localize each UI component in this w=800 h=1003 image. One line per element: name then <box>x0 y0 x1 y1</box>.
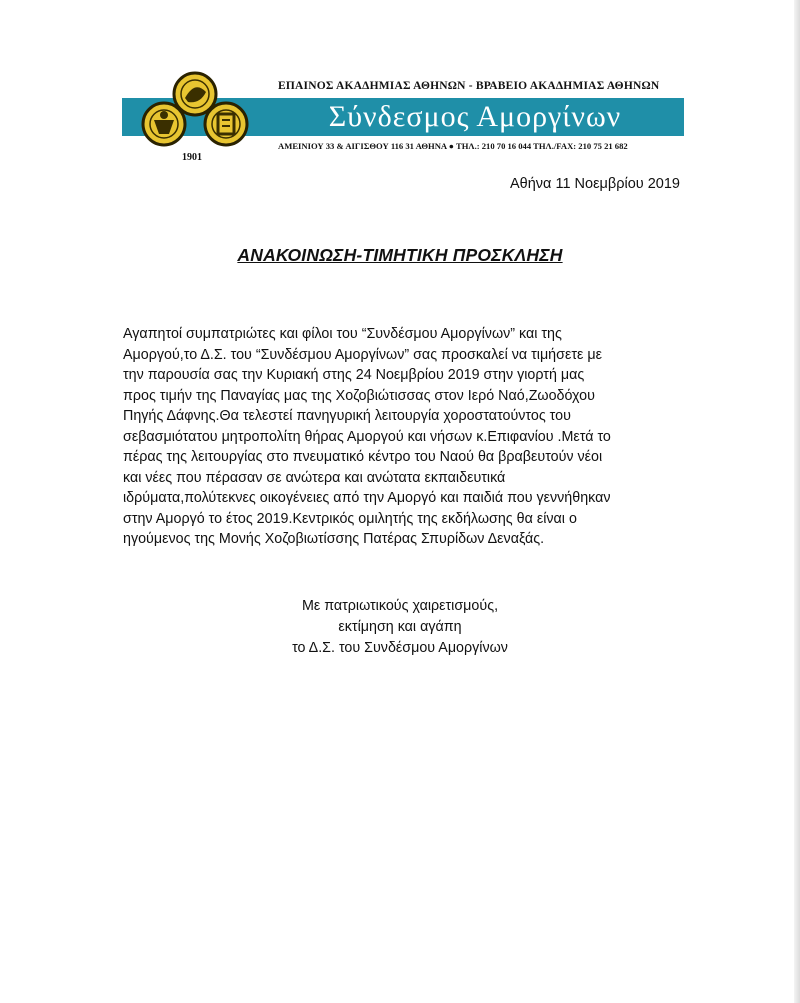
body-line: Αγαπητοί συμπατριώτες και φίλοι του “Συνδέσμου Αμοργίνων” και της <box>123 326 562 342</box>
body-line: πέρας της λειτουργίας στο πνευματικό κέντρο του Ναού θα βραβευτούν νέοι <box>123 449 603 465</box>
body-line: στην Αμοργό το έτος 2019.Κεντρικός ομιλητής της εκδήλωσης θα είναι ο <box>123 510 577 527</box>
closing-regards: εκτίμηση και αγάπη <box>338 619 462 635</box>
address-line: ΑΜΕΙΝΙΟΥ 33 & ΑΙΓΙΣΘΟΥ 116 31 ΑΘΗΝΑ ● ΤΗΛ.: 210 70 16 044 ΤΗΛ./FAX: 210 75 21 682 <box>278 141 628 151</box>
body-line: σεβασμιότατου μητροπολίτη θήρας Αμοργού και νήσων κ.Επιφανίου .Μετά το <box>123 428 611 445</box>
body-line: ηγούμενος της Μονής Χοζοβιωτίσσης Πατέρας Σπυρίδων Δεναξάς. <box>123 531 545 547</box>
founding-year: 1901 <box>182 152 202 163</box>
document-date: Αθήνα 11 Νοεμβρίου 2019 <box>510 176 680 192</box>
body-line: Αμοργού,το Δ.Σ. του “Συνδέσμου Αμοργίνων” σας προσκαλεί να τιμήσετε με <box>123 346 602 363</box>
announcement-heading: ΑΝΑΚΟΙΝΩΣΗ-ΤΙΜΗΤΙΚΗ ΠΡΟΣΚΛΗΣΗ <box>237 245 563 265</box>
coin-right <box>205 103 247 145</box>
body-line: Πηγής Δάφνης.Θα τελεστεί πανηγυρική λειτουργία χοροστατούντος του <box>123 408 571 424</box>
coins-logo <box>140 70 250 155</box>
announcement-body <box>123 324 683 550</box>
closing-signatory: το Δ.Σ. του Συνδέσμου Αμοργίνων <box>292 640 508 656</box>
body-line: την παρουσία σας την Κυριακή στης 24 Νοεμβρίου 2019 στην γιορτή μας <box>123 367 585 383</box>
association-title: Σύνδεσμος Αμοργίνων <box>328 100 622 133</box>
award-line: ΕΠΑΙΝΟΣ ΑΚΑΔΗΜΙΑΣ ΑΘΗΝΩΝ - ΒΡΑΒΕΙΟ ΑΚΑΔΗΜΙΑΣ ΑΘΗΝΩΝ <box>278 80 660 92</box>
body-line: ιδρύματα,πολύτεκνες οικογένειες από την Αμοργό και παιδιά που γεννήθηκαν <box>123 490 611 506</box>
coin-left <box>143 103 185 145</box>
body-line: προς τιμήν της Παναγίας μας της Χοζοβιώτισσας στον Ιερό Ναό,Ζωοδόχου <box>123 387 595 404</box>
letterhead <box>0 0 800 175</box>
closing-greeting: Με πατριωτικούς χαιρετισμούς, <box>301 598 499 614</box>
closing-signature <box>0 596 800 659</box>
body-line: και νέες που πέρασαν σε ανώτερα και ανώτατα εκπαιδευτικά <box>123 469 506 486</box>
